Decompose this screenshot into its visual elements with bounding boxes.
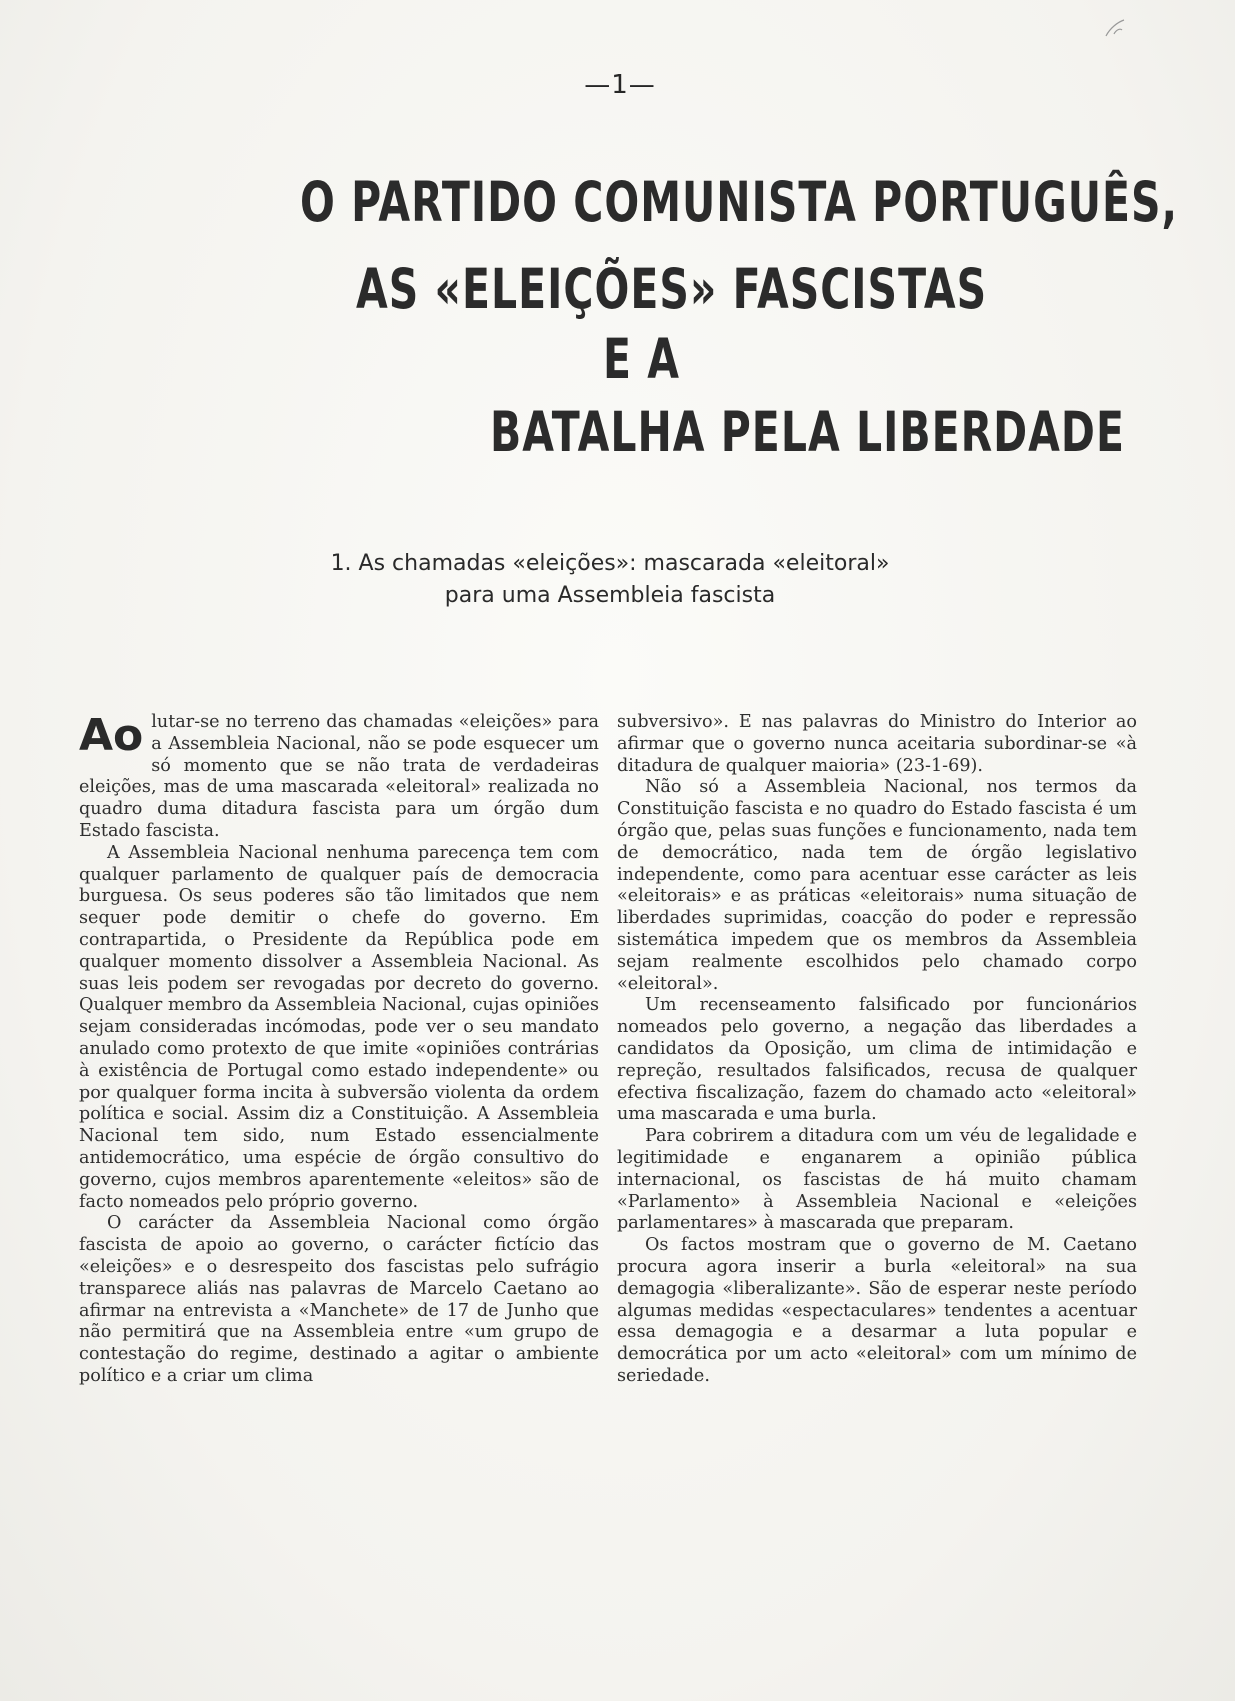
paragraph [79,712,599,843]
right-column [617,712,1137,1388]
paragraph: Para cobrirem a ditadura com um véu de legalidade e legitimidade e enganarem a opinião pública internacional, os fascistas de há muito chamam «Parlamento» à Assembleia Nacional e «eleições parlamentares» à mascarada que preparam. [617,1126,1137,1234]
title-line-4: BATALHA PELA LIBERDADE [490,399,1125,465]
drop-cap: Ao [79,710,144,761]
paragraph: Os factos mostram que o governo de M. Caetano procura agora inserir a burla «eleitoral» na sua demagogia «liberalizante». São de esperar neste período algumas medidas «espectaculares» tendentes a acentuar essa demagogia e a desarmar a luta popular e democrática por um acto «eleitoral» com um mínimo de seriedade. [617,1235,1137,1386]
paragraph: Não só a Assembleia Nacional, nos termos da Constituição fascista e no quadro do Estado fascista é um órgão que, pelas suas funções e funcionamento, nada tem de democrático, nada tem de órgão legislativo independente, como para acentuar esse carácter as leis «eleitorais» e as práticas «eleitorais» numa situação de liberdades suprimidas, coacção do poder e repressão sistemática impedem que os membros da Assembleia sejam realmente escolhidos pelo chamado corpo «eleitoral». [617,777,1137,994]
paragraph: A Assembleia Nacional nenhuma parecença tem com qualquer parlamento de qualquer país de democracia burguesa. Os seus poderes são tão limitados que nem sequer pode demitir o chefe do governo. Em contrapartida, o Presidente da República pode em qualquer momento dissolver a Assembleia Nacional. As suas leis podem ser revogadas por decreto do governo. Qualquer membro da Assembleia Nacional, cujas opiniões sejam consideradas incómodas, pode ver o seu mandato anulado como protexto de que imite «opiniões contrárias à existência de Portugal como estado independente» ou por qualquer forma incita à subversão violenta da ordem política e social. Assim diz a Constituição. A Assembleia Nacional tem sido, num Estado essencialmente antidemocrático, uma espécie de órgão consultivo do governo, cujos membros aparentemente «eleitos» são de facto nomeados pelo próprio governo. [79,842,599,1212]
section-heading-line-2: para uma Assembleia fascista [444,582,776,608]
left-column [79,712,599,1388]
section-heading [230,548,990,612]
section-heading-line-1: 1. As chamadas «eleições»: mascarada «eleitoral» [330,551,890,576]
paragraph: Um recenseamento falsificado por funcionários nomeados pelo governo, a negação das liberdades a candidatos da Oposição, um clima de intimidação e repreção, resultados falsificados, recusa de qualquer efectiva fiscalização, fazem do chamado acto «eleitoral» uma mascarada e uma burla. [617,995,1137,1125]
pencil-mark-icon [1100,14,1130,44]
title-line-2: AS «ELEIÇÕES» FASCISTAS [356,256,988,322]
paragraph-text: lutar-se no terreno das chamadas «eleições» para a Assembleia Nacional, não se pode esquecer um só momento que se não trata de verdadeiras eleições, mas de uma mascarada «eleitoral» realizada no quadro duma ditadura fascista para um órgão dum Estado fascista. [79,712,599,841]
title-line-3: E A [603,326,681,392]
title-line-1: O PARTIDO COMUNISTA PORTUGUÊS, [300,169,1179,235]
paragraph: subversivo». E nas palavras do Ministro do Interior ao afirmar que o governo nunca aceitaria subordinar-se «à ditadura de qualquer maioria» (23-1-69). [617,712,1137,776]
page-number: —1— [584,70,656,100]
paragraph: O carácter da Assembleia Nacional como órgão fascista de apoio ao governo, o carácter fictício das «eleições» e o desrespeito dos fascistas pelo sufrágio transparece aliás nas palavras de Marcelo Caetano ao afirmar na entrevista a «Manchete» de 17 de Junho que não permitirá que na Assembleia entre «um grupo de contestação do regime, destinado a agitar o ambiente político e a criar um clima [79,1213,599,1386]
